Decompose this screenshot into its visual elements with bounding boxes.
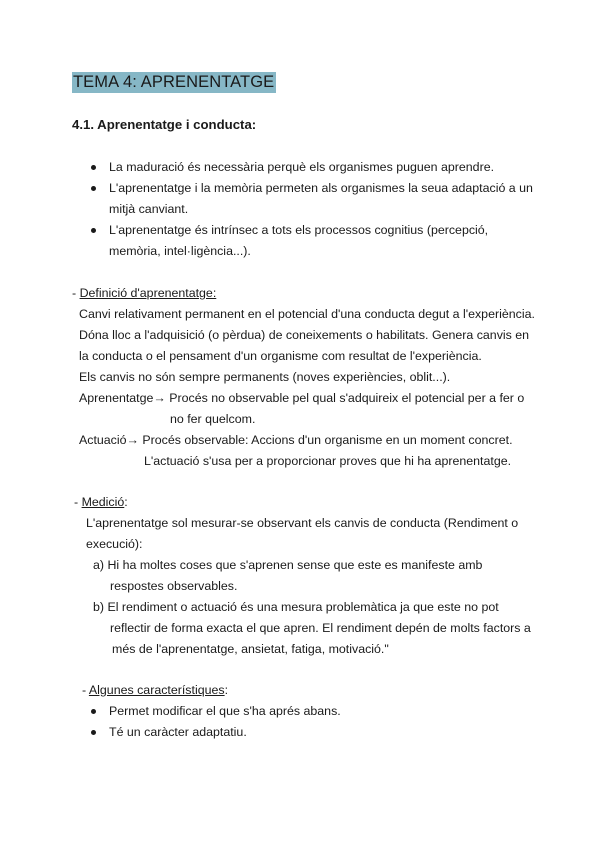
- paragraph-line: Canvi relativament permanent en el potencial d'una conducta degut a l'experiència.: [79, 307, 535, 321]
- paragraph-line: Els canvis no són sempre permanents (noves experiències, oblit...).: [79, 370, 451, 384]
- characteristics-heading: [82, 682, 228, 698]
- paragraph-line: Dóna lloc a l'adquisició (o pèrdua) de coneixements o habilitats. Genera canvis en: [79, 328, 530, 342]
- list-item: L'aprenentatge és intrínsec a tots els processos cognitius (percepció,: [109, 223, 489, 237]
- list-item-continuation: memòria, intel·ligència...).: [109, 244, 251, 258]
- item-b: b) El rendiment o actuació és una mesura problemàtica ja que este no pot: [93, 600, 499, 614]
- list-item-continuation: mitjà canviant.: [109, 202, 189, 216]
- page-title: TEMA 4: APRENENTATGE: [73, 73, 275, 91]
- measurement-heading-text: Medició: [81, 495, 125, 509]
- list-item: La maduració és necessària perquè els organismes puguen aprendre.: [109, 160, 495, 174]
- paragraph-line: execució):: [86, 537, 143, 551]
- measurement-heading: [74, 494, 128, 510]
- list-item: L'aprenentatge i la memòria permeten als organismes la seua adaptació a un: [109, 181, 533, 195]
- definition-heading: [72, 285, 216, 301]
- aprenentatge-definition: Aprenentatge→ Procés no observable pel qual s'adquireix el potencial per a fer o: [79, 391, 525, 405]
- item-b-continuation: reflectir de forma exacta el que apren. El rendiment depén de molts factors a: [110, 621, 531, 635]
- paragraph-line: L'aprenentatge sol mesurar-se observant els canvis de conducta (Rendiment o: [86, 516, 519, 530]
- paragraph-line: la conducta o el pensament d'un organisme com resultat de l'experiència.: [79, 349, 482, 363]
- list-item: Té un caràcter adaptatiu.: [109, 725, 247, 739]
- section-heading: 4.1. Aprenentatge i conducta:: [72, 117, 257, 132]
- colon: :: [224, 683, 229, 697]
- aprenentatge-definition-continuation: no fer quelcom.: [170, 412, 256, 426]
- item-b-continuation: més de l'aprenentatge, ansietat, fatiga, motivació.": [112, 642, 389, 656]
- item-a: a) Hi ha moltes coses que s'aprenen sense que este es manifeste amb: [93, 558, 483, 572]
- colon: :: [124, 495, 128, 509]
- definition-heading-text: Definició d'aprenentatge:: [79, 286, 217, 300]
- list-item: Permet modificar el que s'ha aprés abans.: [109, 704, 341, 718]
- item-a-continuation: respostes observables.: [110, 579, 238, 593]
- actuacio-definition-continuation: L'actuació s'usa per a proporcionar proves que hi ha aprenentatge.: [144, 454, 512, 468]
- dash: -: [72, 286, 80, 300]
- dash: -: [82, 683, 89, 697]
- dash: -: [74, 495, 82, 509]
- actuacio-definition: Actuació→ Procés observable: Accions d'un organisme en un moment concret.: [79, 433, 513, 447]
- characteristics-heading-text: Algunes característiques: [88, 683, 225, 697]
